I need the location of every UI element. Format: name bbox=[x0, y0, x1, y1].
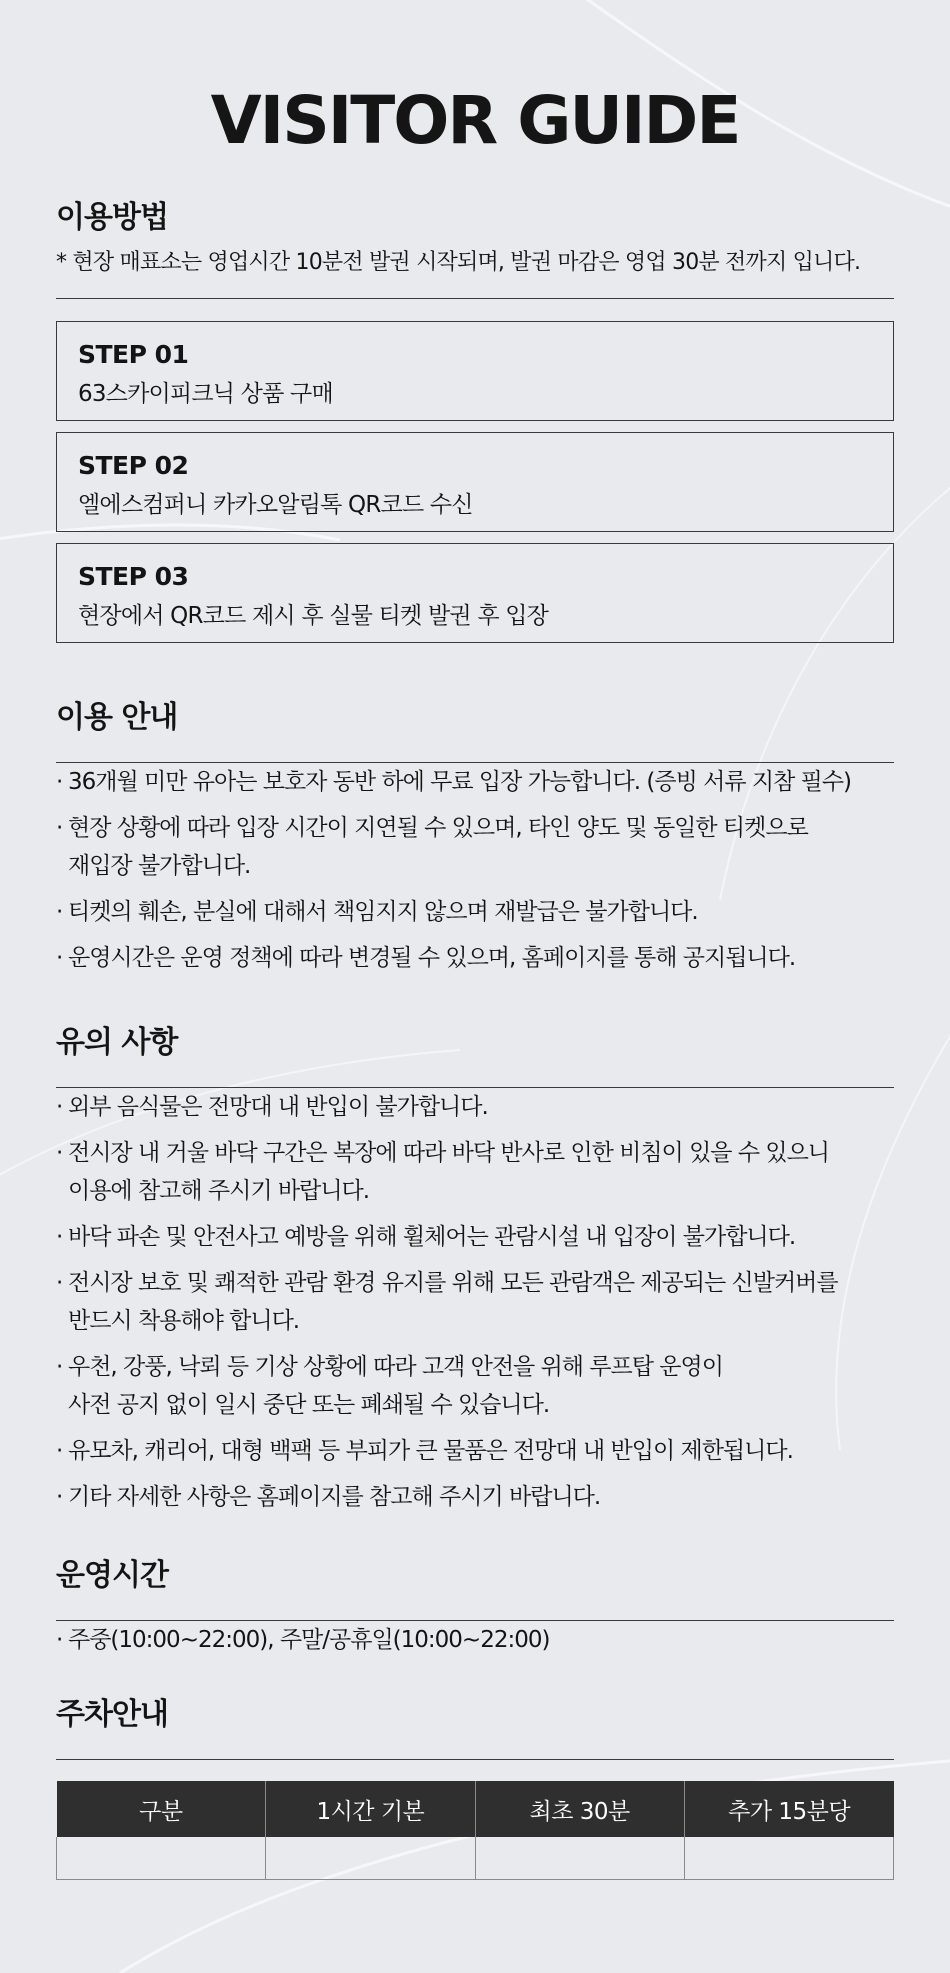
table-header-row bbox=[57, 1781, 894, 1837]
hours-list bbox=[56, 1621, 894, 1659]
list-item: · 36개월 미만 유아는 보호자 동반 하에 무료 입장 가능합니다. (증빙 서류 지참 필수) bbox=[56, 769, 852, 795]
table-cell bbox=[266, 1837, 475, 1880]
caution-list bbox=[56, 1088, 894, 1516]
usage-heading: 이용방법 bbox=[56, 200, 168, 235]
step-description: 63스카이피크닉 상품 구매 bbox=[78, 381, 333, 407]
caution-heading: 유의 사항 bbox=[56, 1025, 178, 1060]
column-header: 1시간 기본 bbox=[266, 1781, 475, 1837]
table-cell bbox=[475, 1837, 684, 1880]
list-item: · 전시장 보호 및 쾌적한 관람 환경 유지를 위해 모든 관람객은 제공되는 신발커버를 반드시 착용해야 합니다. bbox=[56, 1270, 838, 1334]
list-item: · 티켓의 훼손, 분실에 대해서 책임지지 않으며 재발급은 불가합니다. bbox=[56, 899, 698, 925]
step-card bbox=[56, 543, 894, 643]
table-cell bbox=[684, 1837, 893, 1880]
parking-fee-table bbox=[56, 1781, 894, 1880]
list-item: · 주중(10:00~22:00), 주말/공휴일(10:00~22:00) bbox=[56, 1627, 550, 1653]
usage-section bbox=[56, 200, 894, 643]
list-item: · 우천, 강풍, 낙뢰 등 기상 상황에 따라 고객 안전을 위해 루프탑 운영이 사전 공지 없이 일시 중단 또는 폐쇄될 수 있습니다. bbox=[56, 1354, 723, 1418]
parking-section bbox=[56, 1697, 894, 1880]
list-item: · 외부 음식물은 전망대 내 반입이 불가합니다. bbox=[56, 1094, 488, 1120]
multiline-text: 현장 상황에 따라 입장 시간이 지연될 수 있으며, 타인 양도 및 동일한 티켓으로 재입장 불가합니다. bbox=[68, 815, 808, 879]
step-card bbox=[56, 432, 894, 532]
column-header: 최초 30분 bbox=[475, 1781, 684, 1837]
parking-heading: 주차안내 bbox=[56, 1697, 168, 1732]
section-divider bbox=[56, 1759, 894, 1760]
step-description: 현장에서 QR코드 제시 후 실물 티켓 발권 후 입장 bbox=[78, 603, 549, 629]
section-divider bbox=[56, 298, 894, 299]
step-card bbox=[56, 321, 894, 421]
caution-section bbox=[56, 1025, 894, 1516]
step-label: STEP 01 bbox=[78, 340, 189, 369]
hours-section bbox=[56, 1558, 894, 1659]
list-item: · 유모차, 캐리어, 대형 백팩 등 부피가 큰 물품은 전망대 내 반입이 제한됩니다. bbox=[56, 1438, 793, 1464]
step-description: 엘에스컴퍼니 카카오알림톡 QR코드 수신 bbox=[78, 492, 473, 518]
table-cell bbox=[57, 1837, 266, 1880]
column-header: 구분 bbox=[57, 1781, 266, 1837]
info-list bbox=[56, 763, 894, 977]
page-title: VISITOR GUIDE bbox=[210, 82, 740, 159]
ticketing-note: * 현장 매표소는 영업시간 10분전 발권 시작되며, 발권 마감은 영업 30분 전까지 입니다. bbox=[56, 250, 861, 275]
steps-list bbox=[56, 321, 894, 643]
list-item: · 전시장 내 거울 바닥 구간은 복장에 따라 바닥 반사로 인한 비침이 있을 수 있으니 이용에 참고해 주시기 바랍니다. bbox=[56, 1140, 830, 1204]
table-row bbox=[57, 1837, 894, 1880]
list-item: · 기타 자세한 사항은 홈페이지를 참고해 주시기 바랍니다. bbox=[56, 1484, 601, 1510]
step-label: STEP 03 bbox=[78, 562, 189, 591]
list-item: · 운영시간은 운영 정책에 따라 변경될 수 있으며, 홈페이지를 통해 공지됩니다. bbox=[56, 945, 796, 971]
list-item: · 바닥 파손 및 안전사고 예방을 위해 휠체어는 관람시설 내 입장이 불가합니다. bbox=[56, 1224, 796, 1250]
info-section bbox=[56, 700, 894, 977]
step-label: STEP 02 bbox=[78, 451, 189, 480]
hours-heading: 운영시간 bbox=[56, 1558, 168, 1593]
column-header: 추가 15분당 bbox=[684, 1781, 893, 1837]
list-item: · 현장 상황에 따라 입장 시간이 지연될 수 있으며, 타인 양도 및 동일한 티켓으로 재입장 불가합니다. bbox=[56, 815, 808, 879]
info-heading: 이용 안내 bbox=[56, 700, 178, 735]
